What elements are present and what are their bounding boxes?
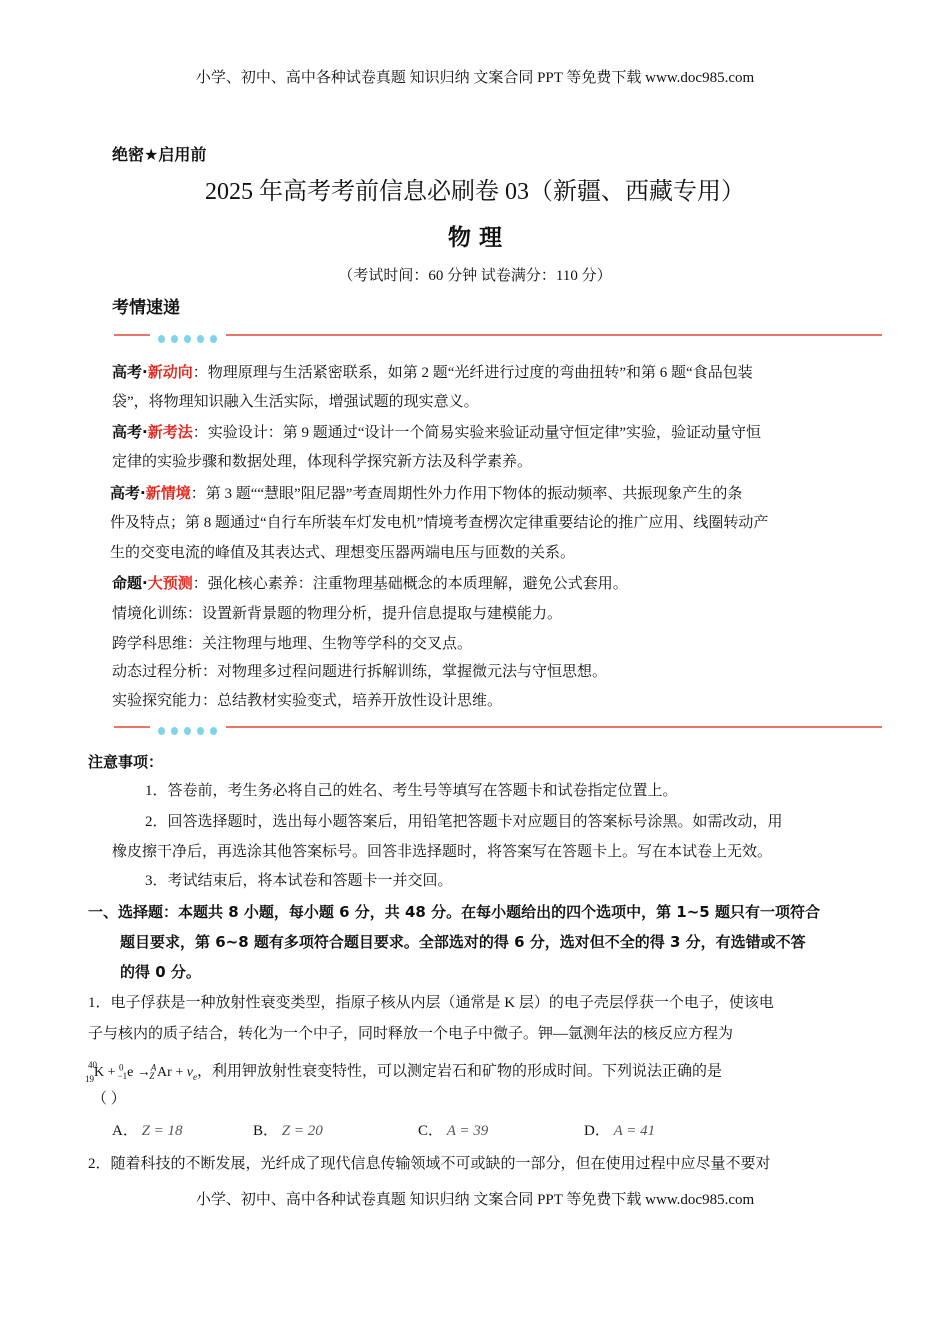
answer-bracket: （ ） [92, 1091, 126, 1107]
divider [114, 329, 882, 341]
q1-stem: 1．电子俘获是一种放射性衰变类型，指原子核从内层（通常是 K 层）的电子壳层俘获一个电子，使该电 [88, 995, 774, 1011]
secret-label: 绝密★启用前 [112, 145, 207, 164]
kq-more-2: 跨学科思维：关注物理与地理、生物等学科的交叉点。 [112, 636, 473, 652]
kq-item-3: 高考·新情境：第 3 题““慧眼”阻尼器”考查周期性外力作用下物体的振动频率、共振现象产生的条 [110, 484, 743, 502]
notice-title: 注意事项： [88, 753, 164, 771]
kq-more-1: 情境化训练：设置新背景题的物理分析，提升信息提取与建模能力。 [112, 606, 563, 622]
divider [114, 721, 882, 733]
kq-item-3-cont: 件及特点；第 8 题通过“自行车所装车灯发电机”情境考查楞次定律重要结论的推广应用、线圈转动产 [110, 515, 769, 531]
kq-item-2: 高考·新考法：实验设计：第 9 题通过“设计一个简易实验来验证动量守恒定律”实验，验证动量守恒 [112, 423, 762, 441]
q1-equation-line: $^{40}_{19}$K + $^0_{-1}$e →$^A_Z$ $Ar + \nu_e$，利用钾放射性衰变特性，可以测定岩石和矿物的形成时间。下列说法正确的是 [85, 1060, 722, 1085]
notice-2: 2．回答选择题时，选出每小题答案后，用铅笔把答题卡对应题目的答案标号涂黑。如需改动，用 [145, 814, 783, 830]
page-footer: 小学、初中、高中各种试卷真题 知识归纳 文案合同 PPT 等免费下载 www.doc985.com [195, 1192, 755, 1208]
notice-1: 1．答卷前，考生务必将自己的姓名、考生号等填写在答题卡和试卷指定位置上。 [145, 783, 678, 799]
subject-title: 物 理 [447, 225, 502, 251]
page-header: 小学、初中、高中各种试卷真题 知识归纳 文案合同 PPT 等免费下载 www.doc985.com [195, 70, 755, 86]
nuclear-equation: $^{40}_{19}$K + $^0_{-1}$e →$^A_Z$ $Ar + \nu_e$ [85, 1060, 197, 1085]
option-a: A． Z = 18 [112, 1123, 183, 1139]
kq-more-4: 实验探究能力：总结教材实验变式，培养开放性设计思维。 [112, 693, 503, 709]
option-b: B． Z = 20 [253, 1123, 323, 1139]
q2-stem: 2．随着科技的不断发展，光纤成了现代信息传输领域不可或缺的一部分，但在使用过程中应尽量不要对 [88, 1156, 771, 1172]
notice-2-cont: 橡皮擦干净后，再选涂其他答案标号。回答非选择题时，将答案写在答题卡上。写在本试卷上无效。 [112, 844, 773, 860]
q1-stem-cont: 子与核内的质子结合，转化为一个中子，同时释放一个电子中微子。钾—氩测年法的核反应方程为 [88, 1026, 734, 1042]
exam-title: 2025 年高考考前信息必刷卷 03（新疆、西藏专用） [205, 179, 745, 205]
option-c: C． A = 39 [418, 1123, 489, 1139]
section1-cont: 题目要求，第 6~8 题有多项符合题目要求。全部选对的得 6 分，选对但不全的得 3 分，有选错或不答 [120, 933, 806, 951]
kq-item-2-cont: 定律的实验步骤和数据处理，体现科学探究新方法及科学素养。 [112, 454, 533, 470]
exam-info: （考试时间：60 分钟 试卷满分：110 分） [338, 268, 612, 284]
option-d: D． A = 41 [584, 1123, 656, 1139]
section-kqsd: 考情速递 [112, 298, 180, 318]
kq-item-3-cont2: 生的交变电流的峰值及其表达式、理想变压器两端电压与匝数的关系。 [110, 545, 576, 561]
kq-item-1: 高考·新动向：物理原理与生活紧密联系，如第 2 题“光纤进行过度的弯曲扭转”和第 6 题“食品包装 [112, 363, 753, 381]
notice-3: 3．考试结束后，将本试卷和答题卡一并交回。 [145, 873, 453, 889]
kq-more-3: 动态过程分析：对物理多过程问题进行拆解训练，掌握微元法与守恒思想。 [112, 664, 608, 680]
kq-item-4: 命题·大预测：强化核心素养：注重物理基础概念的本质理解，避免公式套用。 [112, 574, 628, 592]
section1-heading: 一、选择题：本题共 8 小题，每小题 6 分，共 48 分。在每小题给出的四个选项中，第 1~5 题只有一项符合 [88, 903, 820, 921]
kq-item-1-cont: 袋”，将物理知识融入生活实际，增强试题的现实意义。 [112, 394, 479, 410]
section1-cont2: 的得 0 分。 [120, 963, 201, 981]
